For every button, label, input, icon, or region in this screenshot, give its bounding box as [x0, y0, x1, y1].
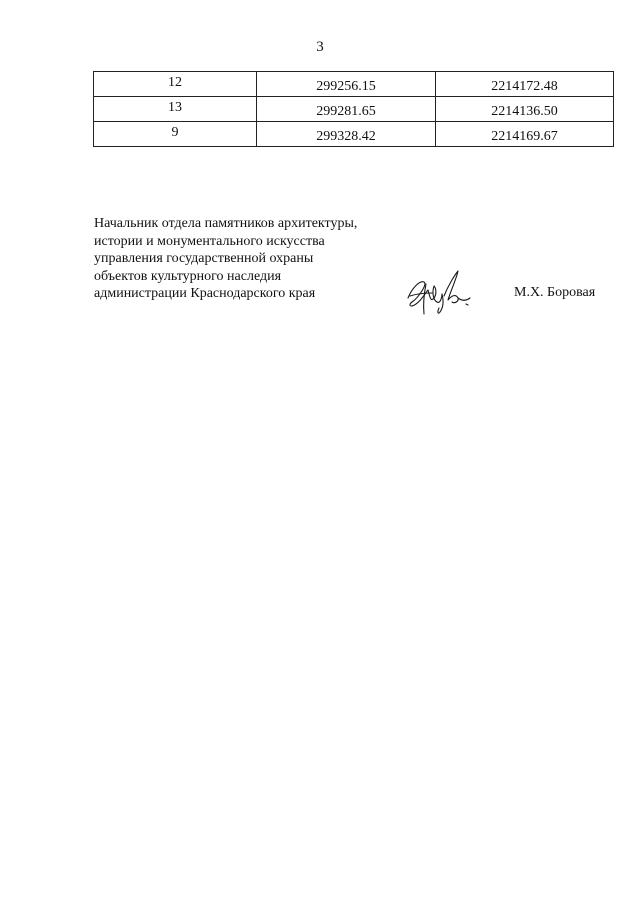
y-coordinate-cell: [436, 122, 614, 147]
point-number: 13: [168, 99, 182, 115]
table-row: [94, 97, 614, 122]
signer-position-line: администрации Краснодарского края: [94, 286, 316, 301]
x-coordinate: 299328.42: [316, 128, 376, 144]
x-coordinate-cell: [257, 72, 436, 97]
y-coordinate: 2214169.67: [491, 128, 558, 144]
point-number-cell: [94, 122, 257, 147]
signer-position-line: Начальник отдела памятников архитектуры,: [94, 216, 358, 231]
signer-position-line: истории и монументального искусства: [94, 233, 325, 249]
signer-position: [94, 215, 394, 303]
point-number-cell: [94, 72, 257, 97]
y-coordinate: 2214172.48: [491, 78, 558, 94]
x-coordinate-cell: [257, 122, 436, 147]
x-coordinate: 299281.65: [316, 103, 376, 119]
signer-name: М.Х. Боровая: [514, 285, 596, 300]
page-number: 3: [316, 39, 324, 55]
handwritten-signature-icon: [404, 268, 476, 318]
x-coordinate: 299256.15: [316, 78, 376, 94]
point-number: 12: [168, 74, 182, 90]
table-row: [94, 122, 614, 147]
point-number: 9: [171, 124, 179, 140]
y-coordinate-cell: [436, 72, 614, 97]
table-row: [94, 72, 614, 97]
coordinates-table: [93, 71, 614, 147]
signer-position-line: управления государственной охраны: [94, 251, 314, 266]
y-coordinate-cell: [436, 97, 614, 122]
y-coordinate: 2214136.50: [491, 103, 558, 119]
point-number-cell: [94, 97, 257, 122]
x-coordinate-cell: [257, 97, 436, 122]
signer-position-line: объектов культурного наследия: [94, 268, 282, 284]
